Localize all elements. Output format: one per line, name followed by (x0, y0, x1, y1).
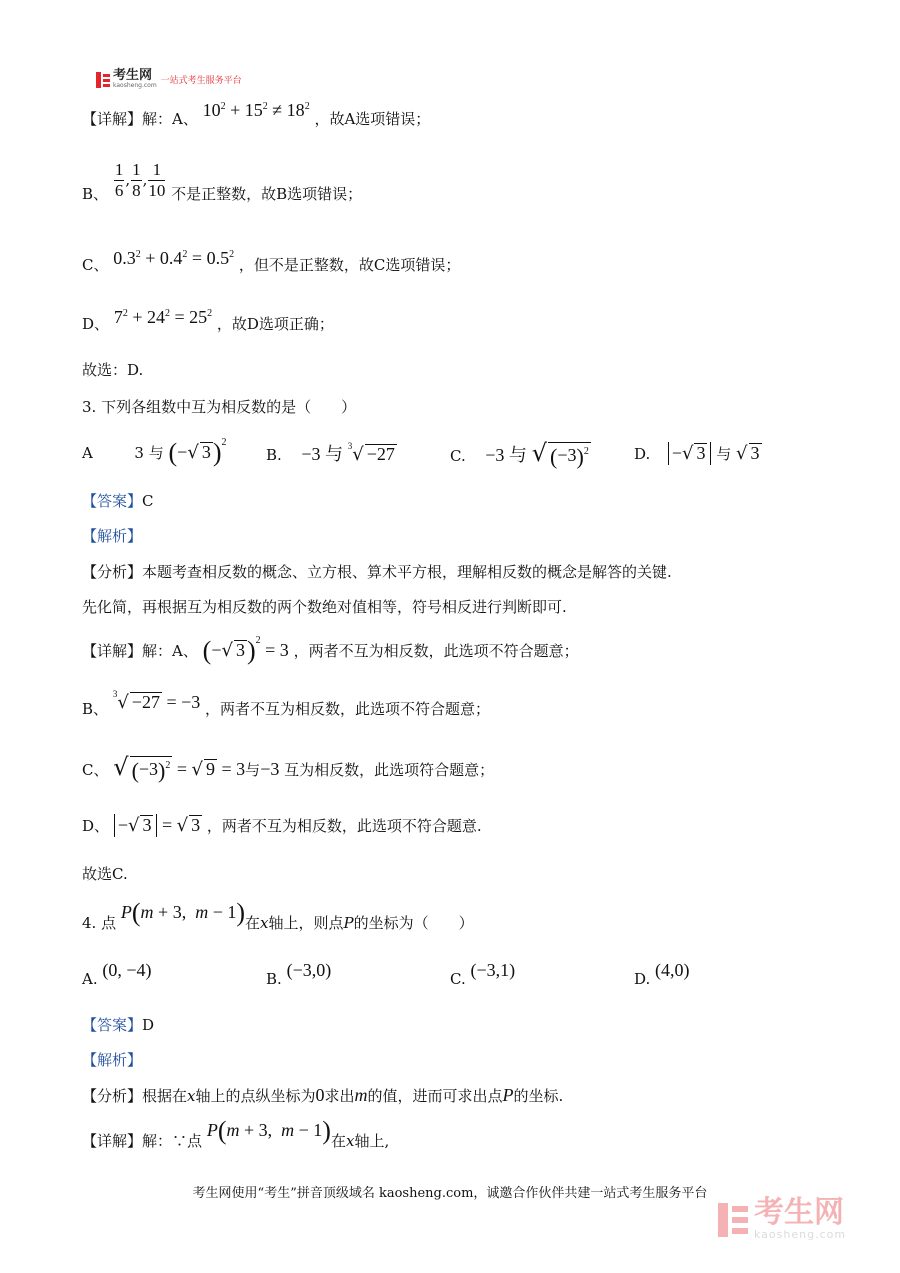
logo-domain: kaosheng.com (113, 82, 157, 89)
q3-option-b: B. −3 与 $^3$√ −27 (266, 441, 395, 465)
q2-detail-c: C、 $0.3^2 + 0.4^2 = 0.5^2$ ，但不是正整数，故C选项错误； (82, 248, 461, 274)
q2-detail-a: 【详解】解：A、 $10^2 + 15^2 \ne 18^2$ ，故A选项错误； (82, 100, 431, 128)
q3-choice: 故选C. (82, 865, 128, 883)
q4-option-c: C. (−3,1) (450, 960, 516, 988)
footer-text: 考生网使用“考生”拼音顶级域名 kaosheng.com，诚邀合作伙伴共建一站式考生服务平台 (192, 1186, 708, 1201)
q4-option-b: B. (−3,0) (266, 960, 332, 988)
q4-fenxi: 【分析】根据在x轴上的点纵坐标为0求出m的值，进而可求出点P的坐标. (82, 1085, 564, 1105)
q3-detail-c: C、 √ $(-3)^2$ = √ 9 = 3与−3 互为相反数，此选项符合题意； (82, 753, 495, 783)
q3-option-d: D. −√ 3 与 √ 3 (634, 443, 760, 464)
watermark-name: 考生网 (754, 1195, 844, 1230)
q3-detail-a: 【详解】解：A、 (−√ 3)$^2$ = 3 ，两者不互为相反数，此选项不符合题意； (82, 635, 579, 665)
q4-analysis-label: 【解析】 (82, 1051, 143, 1069)
q3-detail-b: B、 $^3$√ −27 = −3 ，两者不互为相反数，此选项不符合题意； (82, 689, 491, 718)
q4-option-d: D. (4,0) (634, 960, 690, 988)
q4-option-a: A. (0, −4) (82, 960, 152, 988)
q2-choice: 故选：D. (82, 361, 144, 379)
q3-detail-d: D、 −√ 3 = √ 3 ，两者不互为相反数，此选项不符合题意. (82, 815, 482, 836)
logo-slogan: 一站式考生服务平台 (160, 76, 242, 86)
header-logo (96, 70, 242, 89)
watermark-icon (718, 1203, 748, 1237)
q4-answer: 【答案】D (82, 1016, 155, 1034)
fraction-1-6: $\frac{1}{6}$ (114, 160, 124, 200)
fraction-1-8: $\frac{1}{8}$ (132, 160, 141, 200)
q3-stem: 3. 下列各组数中互为相反数的是（ ） (82, 398, 357, 416)
q4-detail: 【详解】解：∵点 P(m + 3, m − 1)在x轴上, (82, 1116, 390, 1150)
q3-fenxi-1: 【分析】本题考查相反数的概念、立方根、算术平方根，理解相反数的概念是解答的关键. (82, 563, 672, 581)
q4-stem: 4. 点 P(m + 3, m − 1)在x轴上，则点P的坐标为（ ） (82, 898, 474, 932)
q3-option-a: A 3 与 (−√ 3)$^2$ (82, 437, 227, 467)
logo-icon (96, 72, 110, 88)
q3-answer: 【答案】C (82, 492, 154, 510)
q2-detail-d: D、 $7^2 + 24^2 = 25^2$ ，故D选项正确； (82, 307, 334, 333)
q3-fenxi-2: 先化简，再根据互为相反数的两个数绝对值相等，符号相反进行判断即可. (82, 598, 567, 616)
fraction-1-10: $\frac{1}{10}$ (148, 160, 166, 200)
watermark-logo (718, 1195, 847, 1241)
logo-name: 考生网 (113, 68, 153, 83)
watermark-domain: kaosheng.com (754, 1228, 847, 1241)
q3-option-c: C. −3 与 √ $(-3)^2$ (450, 439, 589, 469)
q2-detail-b: B、 $\frac{1}{6}$ , $\frac{1}{8}$ , $\frac{1}{10}$ 不是正整数，故B选项错误； (82, 160, 363, 203)
q3-analysis-label: 【解析】 (82, 527, 143, 545)
